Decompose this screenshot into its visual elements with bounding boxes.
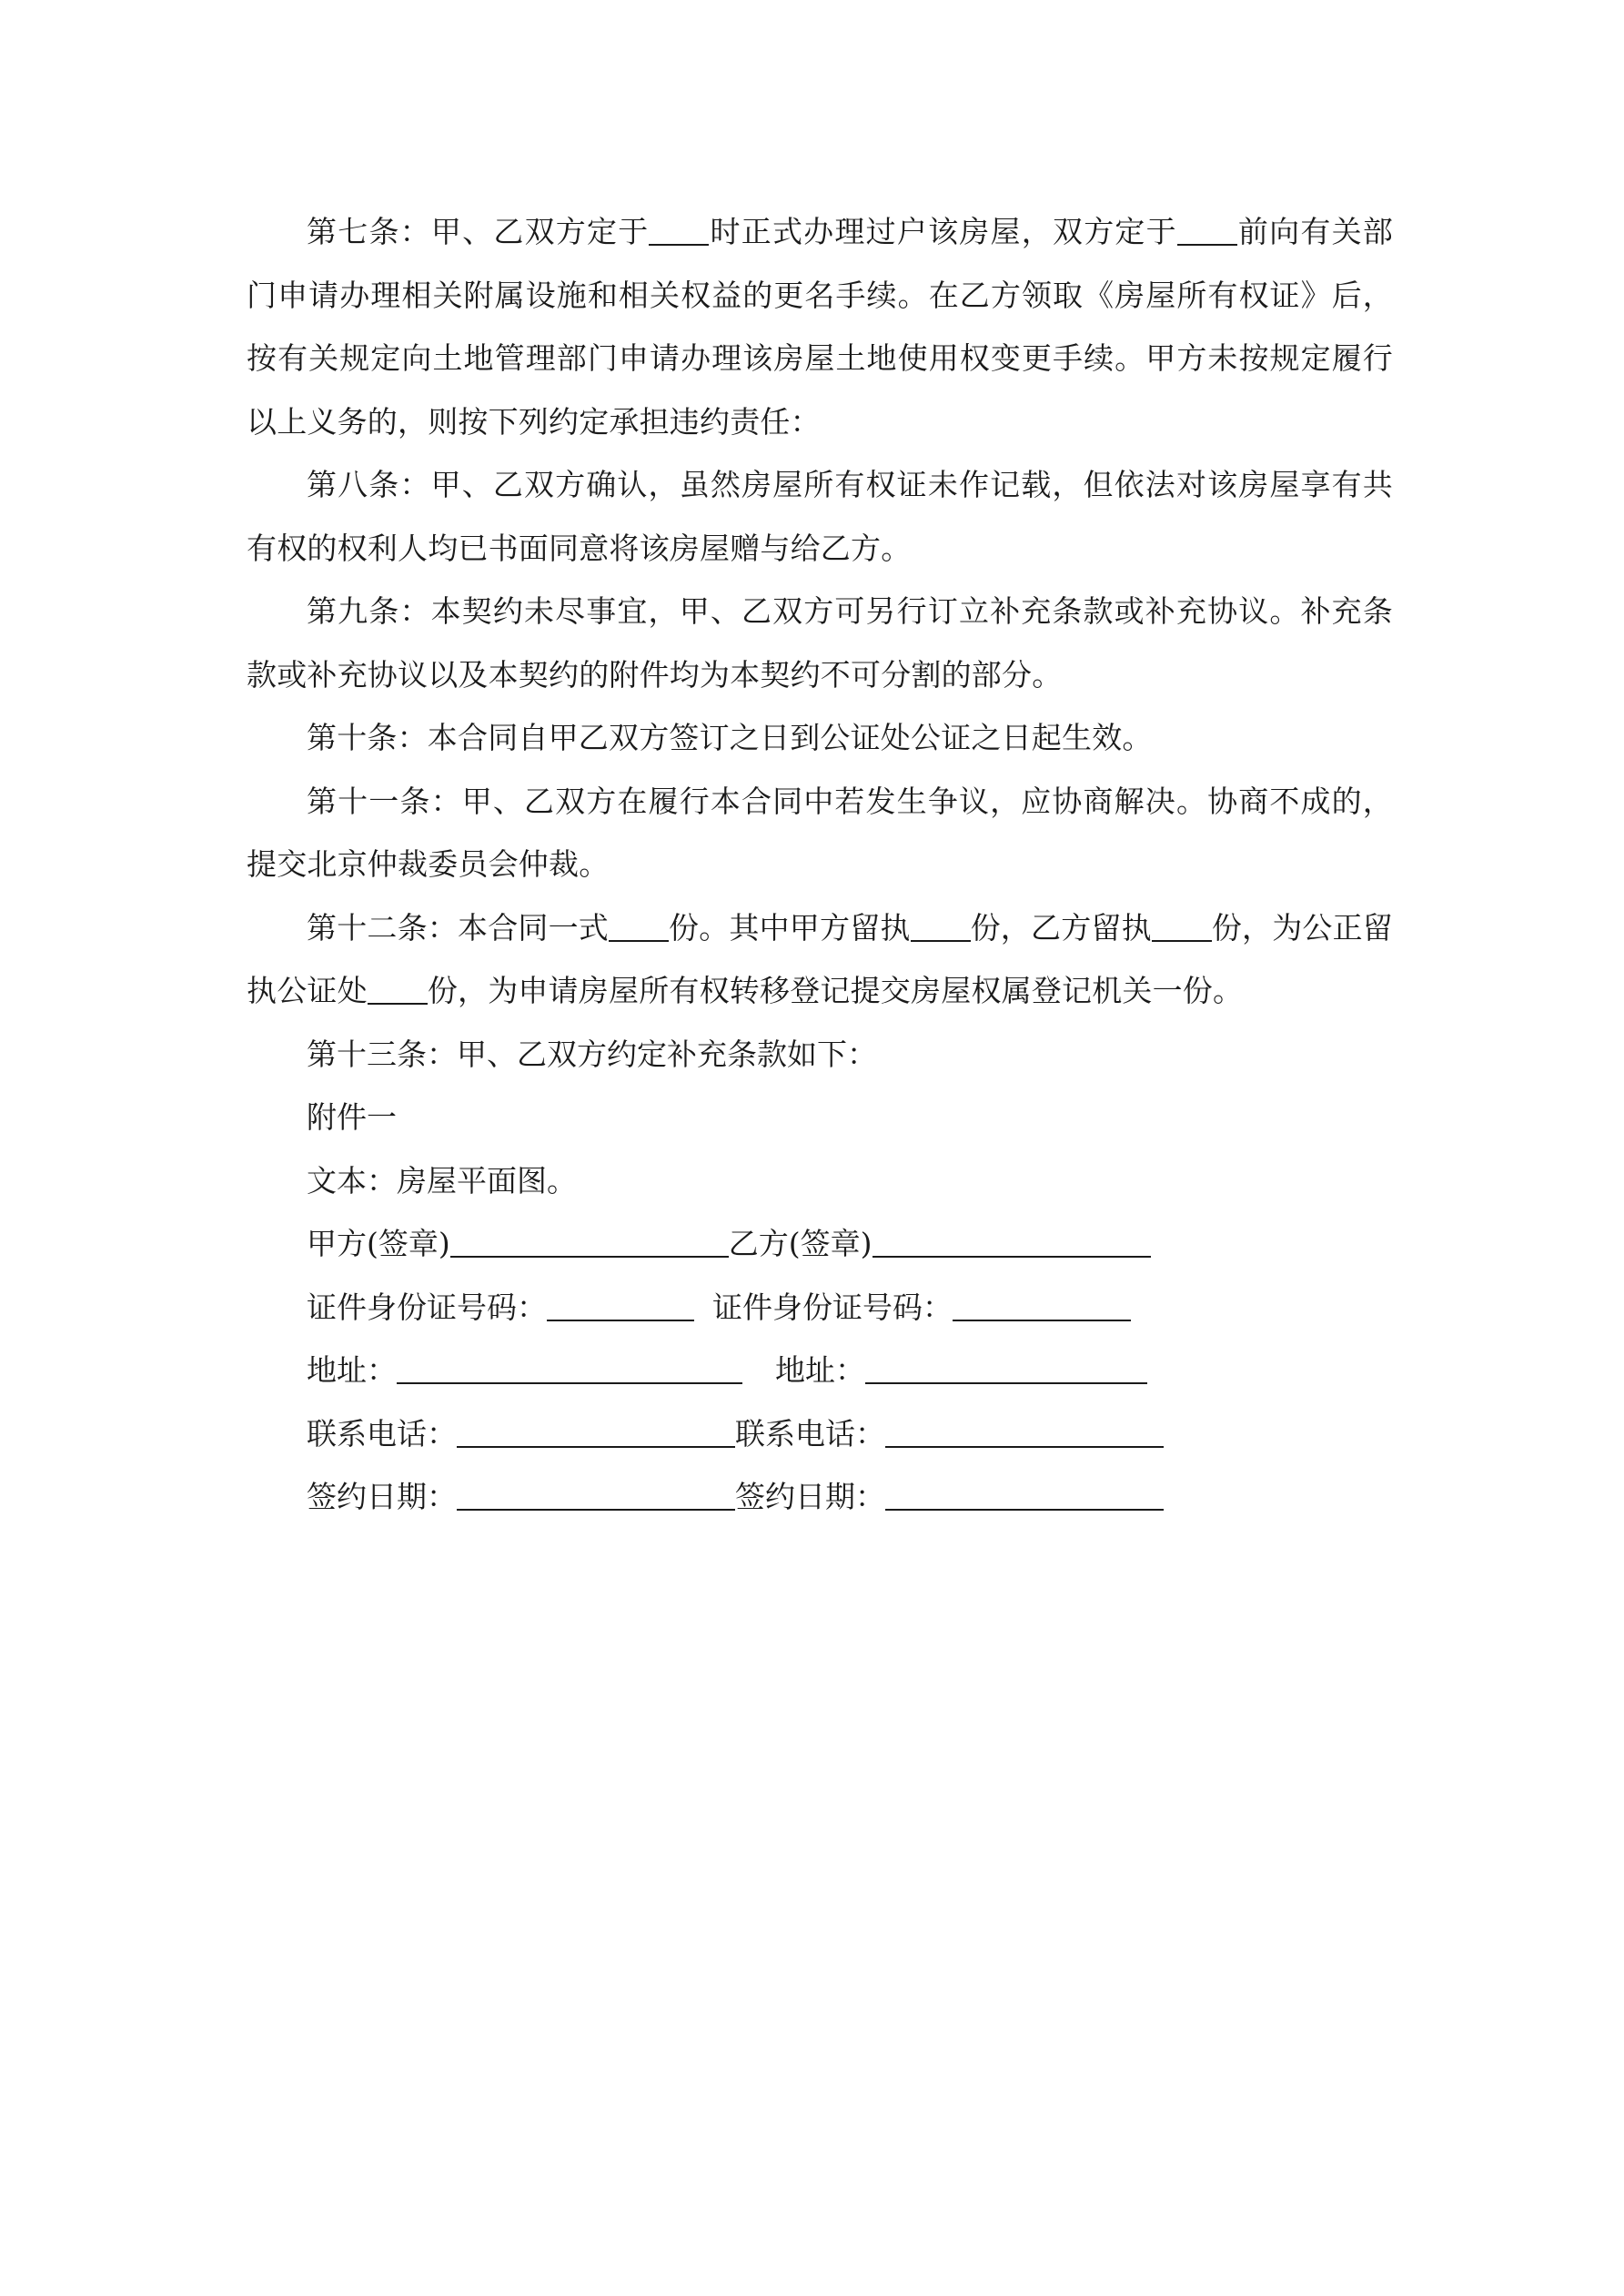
text-item: 文本：房屋平面图。 xyxy=(307,1162,577,1199)
article-7-part-2: 时正式办理过户该房屋，双方定于 xyxy=(709,214,1177,249)
party-a-phone-field xyxy=(457,1416,735,1448)
party-b-id-field xyxy=(953,1290,1131,1321)
article-10: 第十条：本合同自甲乙双方签订之日到公证处公证之日起生效。 xyxy=(307,720,1153,755)
party-a-date-label: 签约日期： xyxy=(307,1479,457,1514)
id-number-row xyxy=(247,1276,1393,1340)
article-12-part-1: 第十二条：本合同一式 xyxy=(307,909,609,946)
party-a-date-field xyxy=(457,1479,735,1511)
party-b-date-field xyxy=(885,1479,1164,1511)
party-a-id-field xyxy=(547,1290,694,1321)
blank-renaming-time xyxy=(1177,214,1237,246)
address-row xyxy=(247,1339,1393,1402)
blank-total-copies xyxy=(609,910,669,942)
article-12-part-5: 份，为申请房屋所有权转移登记提交房屋权属登记机关一份。 xyxy=(427,973,1244,1008)
blank-transfer-time xyxy=(649,214,709,246)
party-b-phone-label: 联系电话： xyxy=(735,1415,885,1451)
party-a-phone-label: 联系电话： xyxy=(307,1415,457,1451)
party-a-id-label: 证件身份证号码： xyxy=(307,1289,547,1325)
signature-seal-row xyxy=(247,1212,1393,1276)
article-13: 第十三条：甲、乙双方约定补充条款如下： xyxy=(307,1036,877,1072)
signing-date-row xyxy=(247,1465,1393,1529)
party-b-seal-label: 乙方(签章) xyxy=(728,1226,873,1261)
article-12-part-2: 份。其中甲方留执 xyxy=(669,909,911,946)
blank-notary-copies xyxy=(368,973,428,1005)
party-b-seal-field xyxy=(873,1226,1151,1258)
party-a-address-field xyxy=(397,1352,742,1384)
article-9: 第九条：本契约未尽事宜，甲、乙双方可另行订立补充条款或补充协议。补充条款或补充协议以及本契约的附件均为本契约不可分割的部分。 xyxy=(247,593,1393,693)
article-7-part-1: 第七条：甲、乙双方定于 xyxy=(307,214,650,249)
article-12-part-4: 份，为公正留执公证处 xyxy=(247,909,1394,1008)
article-7 xyxy=(247,200,1393,453)
party-b-address-label: 地址： xyxy=(775,1352,865,1388)
party-a-address-label: 地址： xyxy=(307,1352,397,1388)
party-a-seal-label: 甲方(签章) xyxy=(307,1226,450,1261)
phone-row xyxy=(247,1402,1393,1466)
blank-party-b-copies xyxy=(1152,910,1212,942)
party-b-id-label: 证件身份证号码： xyxy=(712,1289,953,1325)
party-b-date-label: 签约日期： xyxy=(735,1479,885,1514)
article-11: 第十一条：甲、乙双方在履行本合同中若发生争议，应协商解决。协商不成的，提交北京仲裁委员会仲裁。 xyxy=(247,783,1393,882)
attachment-title: 附件一 xyxy=(307,1099,397,1135)
article-12-part-3: 份，乙方留执 xyxy=(970,909,1152,946)
article-8: 第八条：甲、乙双方确认，虽然房屋所有权证未作记载，但依法对该房屋享有共有权的权利人均已书面同意将该房屋赠与给乙方。 xyxy=(247,467,1393,566)
contract-body xyxy=(247,200,1393,1529)
article-7-part-3: 前向有关部门申请办理相关附属设施和相关权益的更名手续。在乙方领取《房屋所有权证》后，按有关规定向土地管理部门申请办理该房屋土地使用权变更手续。甲方未按规定履行以上义务的，则按下列约定承担违约责任： xyxy=(247,214,1394,440)
article-12 xyxy=(247,896,1393,1023)
blank-party-a-copies xyxy=(911,910,971,942)
party-a-seal-field xyxy=(450,1226,729,1258)
party-b-phone-field xyxy=(885,1416,1164,1448)
party-b-address-field xyxy=(865,1352,1147,1384)
